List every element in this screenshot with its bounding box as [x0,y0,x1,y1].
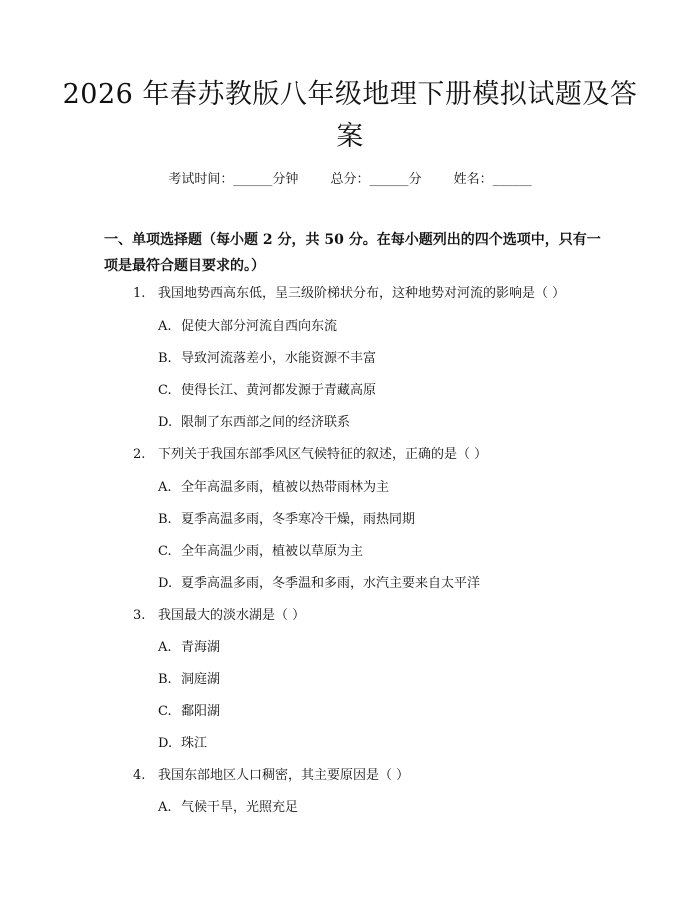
option-2b [158,508,415,527]
option-3c [158,700,220,719]
option-2d [158,572,480,591]
option-text: 夏季高温多雨，冬季寒冷干燥，雨热同期 [181,512,416,527]
option-text: 使得长江、黄河都发源于青藏高原 [181,383,377,398]
question-2 [133,443,487,462]
option-1b [158,347,376,366]
total-score-field: 总分：______分 [330,172,422,187]
question-4 [133,764,409,783]
option-text: 珠江 [181,736,208,751]
option-label: C. [158,544,172,559]
option-label: B. [158,351,172,366]
option-label: D. [158,415,173,430]
exam-time-field: 考试时间：______分钟 [168,172,299,187]
option-label: D. [158,576,173,591]
question-text: 我国东部地区人口稠密，其主要原因是（ ） [158,768,410,783]
option-label: B. [158,672,172,687]
option-text: 鄱阳湖 [181,704,221,719]
option-2a [158,476,389,495]
option-text: 全年高温少雨，植被以草原为主 [181,544,364,559]
option-text: 全年高温多雨，植被以热带雨林为主 [181,480,390,495]
option-text: 气候干旱，光照充足 [181,800,299,815]
option-label: A. [158,480,172,495]
option-label: D. [158,736,173,751]
question-number: 3. [133,608,146,623]
exam-info-line [0,168,700,187]
option-text: 青海湖 [181,640,221,655]
question-3 [133,604,305,623]
page-title: 2026 年春苏教版八年级地理下册模拟试题及答案 [62,79,638,152]
option-label: A. [158,640,172,655]
option-2c [158,540,363,559]
option-1d [158,411,350,430]
option-4a [158,796,298,815]
student-name-field: 姓名：______ [453,172,532,187]
option-3d [158,732,207,751]
option-1c [158,379,376,398]
option-text: 促使大部分河流自西向东流 [181,319,338,334]
option-label: A. [158,800,172,815]
question-number: 2. [133,447,146,462]
option-1a [158,315,337,334]
option-text: 洞庭湖 [181,672,221,687]
option-3b [158,668,220,687]
option-text: 夏季高温多雨，冬季温和多雨，水汽主要来自太平洋 [181,576,481,591]
option-text: 导致河流落差小，水能资源不丰富 [181,351,377,366]
question-text: 下列关于我国东部季风区气候特征的叙述，正确的是（ ） [158,447,488,462]
option-label: C. [158,704,172,719]
option-label: A. [158,319,172,334]
question-number: 1. [133,286,146,301]
question-text: 我国地势西高东低，呈三级阶梯状分布，这种地势对河流的影响是（ ） [158,286,566,301]
option-3a [158,636,220,655]
question-text: 我国最大的淡水湖是（ ） [158,608,306,623]
question-1 [133,282,565,301]
question-number: 4. [133,768,146,783]
section-header: 一、单项选择题（每小题 2 分，共 50 分。在每小题列出的四个选项中，只有一项是最符合题目要求的。） [104,232,601,274]
option-label: B. [158,512,172,527]
option-text: 限制了东西部之间的经济联系 [181,415,351,430]
option-label: C. [158,383,172,398]
